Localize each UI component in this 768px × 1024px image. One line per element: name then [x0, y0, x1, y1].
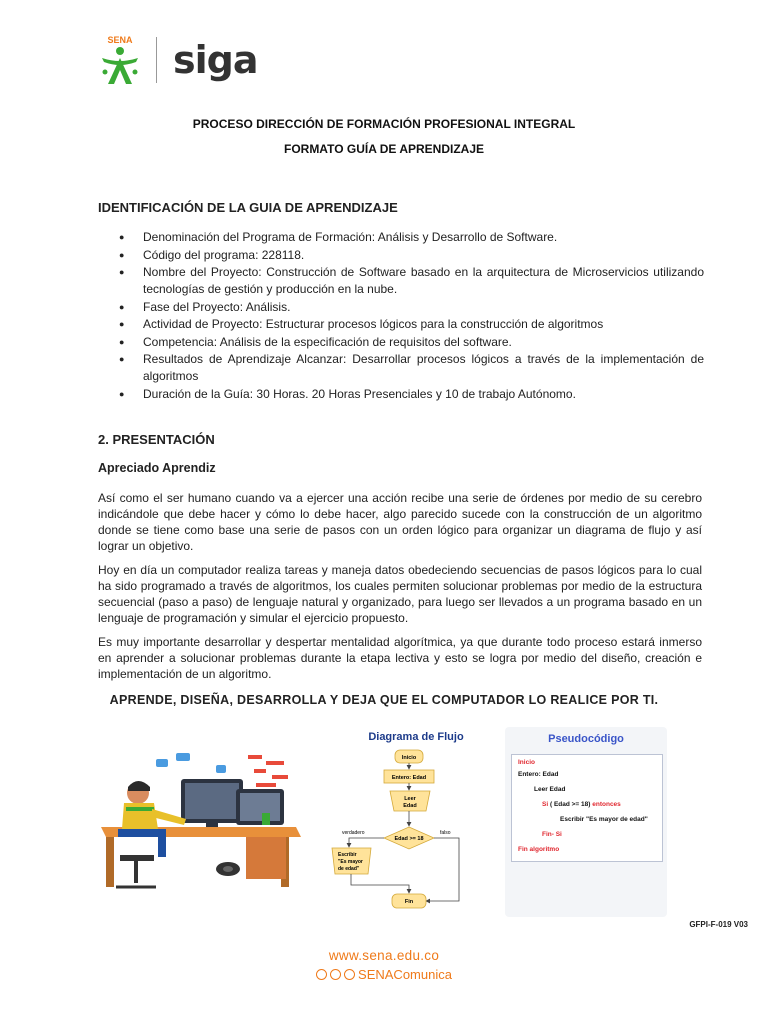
pseudo-start: Inicio [518, 759, 535, 766]
facebook-icon[interactable] [316, 969, 327, 980]
siga-logo: siga [173, 38, 258, 82]
identification-heading: IDENTIFICACIÓN DE LA GUIA DE APRENDIZAJE [98, 200, 398, 215]
pseudocode-box [511, 754, 663, 862]
list-item: ● Actividad de Proyecto: Estructurar procesos lógicos para la construcción de algoritmos [98, 316, 704, 333]
pseudo-write: Escribir "Es mayor de edad" [560, 816, 648, 823]
format-title: FORMATO GUÍA DE APRENDIZAJE [283, 142, 484, 156]
pseudo-if-keyword: Si [542, 801, 549, 808]
instagram-icon[interactable] [344, 969, 355, 980]
presentation-heading: 2. PRESENTACIÓN [98, 432, 215, 447]
greeting: Apreciado Aprendiz [98, 461, 216, 475]
flow-start-label: Inicio [401, 755, 417, 761]
flow-read-label-2: Edad [403, 803, 417, 809]
paragraph-2: Hoy en día un computador realiza tareas y maneja datos obedeciendo secuencias de pasos lógicos para lo cual ha sido programado a través de algoritmos, los cuales permiten solucionar problemas por medio de la estructura secuencial (paso a paso) de lenguaje natural y organizado, para luego ser llevados a un programa basado en un lenguaje de programación y simular el ejercicio propuesto. [98, 563, 702, 625]
flow-output-label-2: "Es mayor [338, 859, 363, 865]
flowchart [328, 725, 500, 915]
logo-divider [156, 37, 157, 83]
slogan: APRENDE, DISEÑA, DESARROLLA Y DEJA QUE EL COMPUTADOR LO REALICE POR TI. [109, 693, 659, 707]
pseudo-declare: Entero: Edad [518, 771, 559, 778]
pseudo-then-keyword: entonces [592, 801, 621, 808]
footer-url[interactable]: www.sena.edu.co [328, 948, 440, 963]
pseudocode-panel [505, 727, 667, 917]
process-title: PROCESO DIRECCIÓN DE FORMACIÓN PROFESIONAL INTEGRAL [192, 117, 576, 131]
list-item: ● Nombre del Proyecto: Construcción de Software basado en la arquitectura de Microservicios utilizando tecnologías de gestión y producción en la nube. [98, 264, 704, 298]
list-item: ● Resultados de Aprendizaje Alcanzar: Desarrollar procesos lógicos a través de la implementación de algoritmos [98, 351, 704, 385]
pseudo-end: Fin algoritmo [518, 846, 560, 853]
list-item: ● Denominación del Programa de Formación: Análisis y Desarrollo de Software. [98, 229, 704, 246]
sena-logo-text: SENA [107, 35, 133, 45]
list-item: ● Fase del Proyecto: Análisis. [98, 299, 704, 316]
list-item: ● Competencia: Análisis de la especificación de requisitos del software. [98, 334, 704, 351]
sena-logo [96, 34, 144, 86]
pseudo-read: Leer Edad [534, 786, 566, 793]
footer-social [0, 967, 768, 982]
flow-output-label-3: de edad" [338, 866, 360, 872]
list-item: ● Código del programa: 228118. [98, 247, 704, 264]
flow-false-label: falso [440, 830, 451, 836]
twitter-icon[interactable] [330, 969, 341, 980]
flow-true-label: verdadero [342, 830, 365, 836]
pseudo-if-condition: ( Edad >= 18) [549, 801, 591, 808]
flow-decision-label: Edad >= 18 [394, 836, 424, 842]
paragraph-3: Es muy importante desarrollar y despertar mentalidad algorítmica, ya que durante todo proceso estará inmerso en aprender a solucionar problemas durante la etapa lectiva y esto se logra por medio del diseño, creación e implementación de un algoritmo. [98, 635, 702, 681]
social-handle[interactable]: SENAComunica [358, 967, 452, 982]
flowchart-title: Diagrama de Flujo [368, 731, 464, 743]
identification-list [98, 229, 704, 403]
pseudo-if-line [542, 801, 621, 808]
flow-output-label-1: Escribir [338, 852, 357, 858]
flow-read-label-1: Leer [404, 796, 416, 802]
flow-end-label: Fin [404, 899, 414, 905]
document-code: GFPI-F-019 V03 [689, 920, 748, 929]
paragraph-1: Así como el ser humano cuando va a ejercer una acción recibe una serie de órdenes por medio de su cerebro indicándole que debe hacer y cómo lo debe hacer, algo parecido sucede con la construcción de un algoritmo donde se tiene como base una serie de pasos con un orden lógico para organizar un diagrama de flujo y así lograr un objetivo. [98, 491, 702, 553]
pseudo-endif: Fin- Si [542, 831, 562, 838]
list-item: ● Duración de la Guía: 30 Horas. 20 Horas Presenciales y 10 de trabajo Autónomo. [98, 386, 704, 403]
flow-process-label: Entero: Edad [391, 775, 427, 781]
header-logos [96, 34, 258, 86]
pseudocode-title: Pseudocódigo [548, 733, 624, 745]
programmer-illustration [96, 745, 308, 900]
